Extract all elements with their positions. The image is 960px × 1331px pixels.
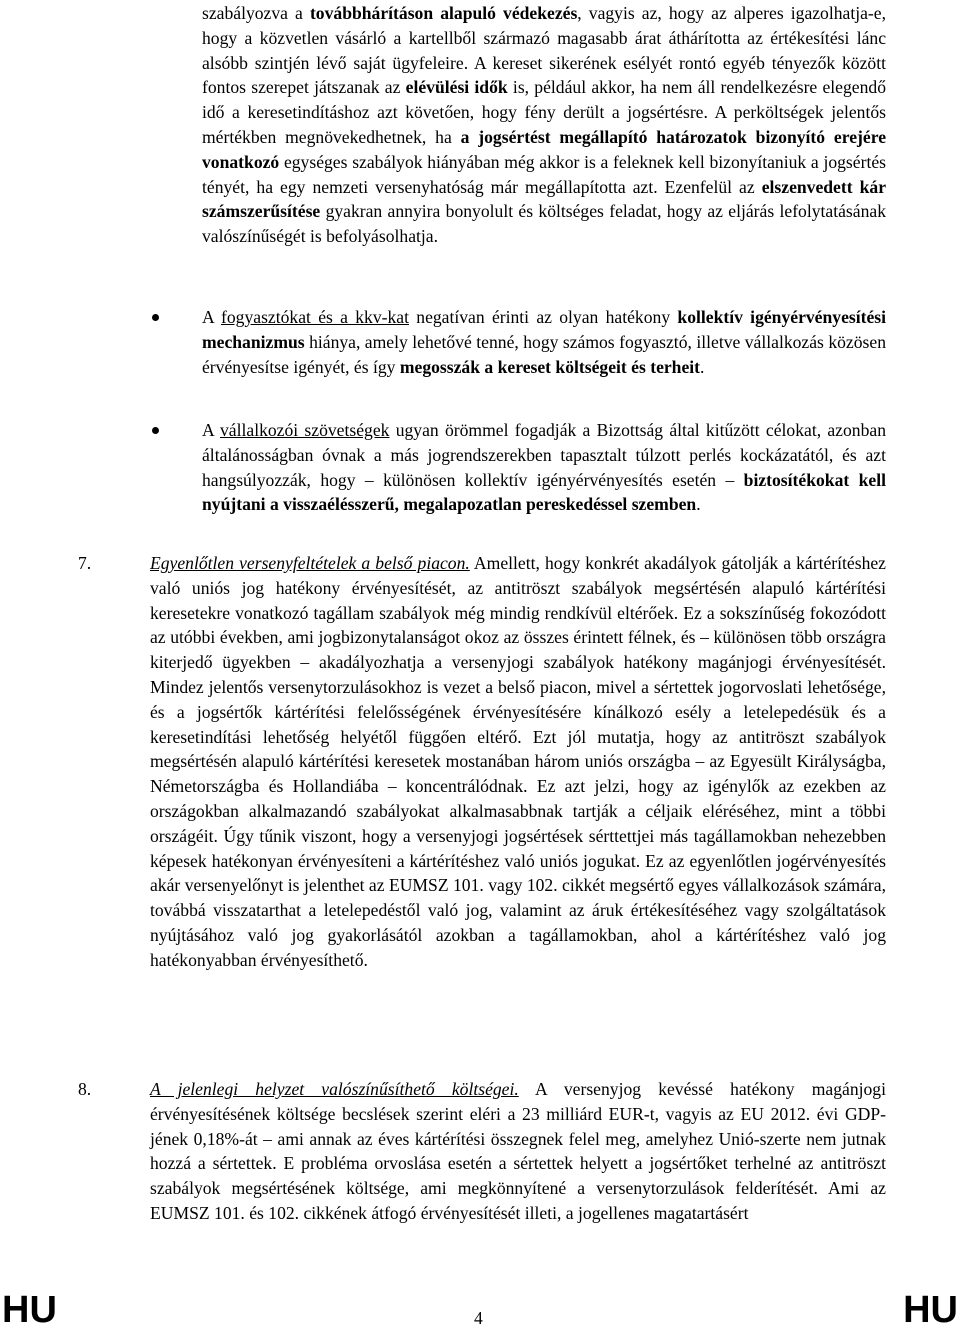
underlined-text: fogyasztókat és a kkv-kat (221, 307, 409, 327)
bold-text: a jogsértést megállapító határozatok bizonyító erejére vonatkozó (202, 126, 887, 172)
bullet-icon (152, 314, 159, 321)
text-run: A (202, 307, 222, 327)
section-heading: A jelenlegi helyzet valószínűsíthető költségei. (150, 1079, 519, 1099)
bold-text: elszenvedett kár számszerűsítése (202, 176, 886, 222)
bold-text: biztosítékokat kell nyújtani a visszaélésszerű, megalapozatlan pereskedéssel szemben (202, 469, 886, 515)
numbered-section-7 (78, 551, 886, 973)
footer-language-right: HU (903, 1289, 958, 1331)
bold-text: kollektív igényérvényesítési mechanizmus (202, 307, 887, 352)
section-number: 7. (78, 553, 92, 573)
bold-text: megosszák a kereset költségeit és terheit (399, 356, 701, 377)
text-run: egységes szabályok hiányában még akkor is a feleknek kell bizonyítaniuk a jogsértés tényét, ha egy nemzeti versenyhatóság már megállapította azt. Ezenfelül az (202, 151, 886, 197)
top-paragraph (202, 1, 886, 249)
bullet-text (202, 418, 886, 517)
text-run: ugyan örömmel fogadják a Bizottság által kitűzött célokat, azonban általánosságban óvnak a más jogrendszerekben tapasztalt túlzott perlés kockázatától, és azt hangsúlyozzák, hogy – különösen kollektív igényérvényesítés esetén – (202, 420, 886, 490)
bullet-text (202, 305, 886, 379)
bold-text: elévülési idők (405, 77, 508, 98)
text-run: is, például akkor, ha nem áll rendelkezésre elegendő idő a keresetindításhoz azt követően, hogy fény derült a jogsértésre. A perköltségek jelentős mértékben megnövekedhetnek, ha (202, 77, 886, 147)
section-heading: Egyenlőtlen versenyfeltételek a belső piacon. (150, 553, 470, 573)
text-run: szabályozva a (202, 3, 310, 23)
text-run: Amellett, hogy konkrét akadályok gátolják a kártérítéshez való uniós jog hatékony érvényesítését, az antitröszt szabályok megsértésén alapuló kártérítési keresetekre vonatkozó tagállam szabályok még mindig rendkívül eltérőek. Ez a sokszínűség fokozódott az utóbbi években, ami jogbizonytalanságot okoz az összes érintett félnek, és – különösen több országra kiterjedő ügyekben – akadályozhatja a versenyjogi szabályok hatékony magánjogi érvényesítését. Mindez jelentős versenytorzulásokhoz is vezet a belső piacon, mivel a sértettek jogorvoslati lehetősége, és a jogsértők kártérítési felelősségének érvényesítésére kínálkozó esély a letelepedésük és a keresetindítási lehetőség helyétől függően eltérő. Ezt jól mutatja, hogy az antitröszt szabályok megsértésén alapuló kártérítési keresetek mostanában három uniós országba – az Egyesült Királyságba, Németországba és Hollandiába – koncentrálódnak. Ez azt jelzi, hogy az igénylők az ezekben az országokban alkalmazandó szabályokat alkalmasabbnak tartják a céljaik eléréséhez, mint a többi országéit. Úgy tűnik viszont, hogy a versenyjogi jogsértések sérttettjei más tagállamokban nehezebben képesek hatékonyan érvényesíteni a kártérítéshez való uniós jogukat. Ez az egyenlőtlen jogérvényesítés akár versenyelőnyt is jelenthet az EUMSZ 101. vagy 102. cikkét megsértő egyes vállalkozások számára, továbbá visszatarthat a letelepedéstől való jog, valamint az áruk értékesítéséhez vagy szolgáltatások nyújtásához való jog gyakorlásától azokban a tagállamokban, ahol a kártérítéshez való jog hatékonyabban érvényesíthető. (150, 553, 886, 970)
text-run: A versenyjog kevéssé hatékony magánjogi érvényesítésének költsége becslések szerint eléri a 23 milliárd EUR-t, vagyis az EU 2012. évi GDP-jének 0,18%-át – ami annak az éves kártérítési összegnek felel meg, amelyhez Unió-szerte nem jutnak hozzá a sértettek. E probléma orvoslása esetén a sértettek helyett a jogsértőket terhelné az antitröszt szabályok megsértésének költsége, ami megkönnyítené a versenytorzulások felderítését. Ami az EUMSZ 101. és 102. cikkének átfogó érvényesítését illeti, a jogellenes magatartásért (150, 1079, 886, 1223)
bullet-icon (152, 427, 159, 434)
text-run: . (696, 494, 701, 515)
underlined-text: vállalkozói szövetségek (220, 420, 390, 440)
bullet-item-business-associations (202, 418, 886, 517)
footer-language-left: HU (2, 1289, 57, 1331)
section-text (150, 1077, 886, 1226)
text-run: hiánya, amely lehetővé tenné, hogy számos fogyasztó, illetve vállalkozás közösen érvényesítse igényét, és így (202, 331, 886, 377)
bold-text: továbbhárításon alapuló védekezés (309, 3, 578, 23)
bullet-item-consumers (202, 305, 886, 379)
text-run: A (202, 420, 220, 440)
text-run: gyakran annyira bonyolult és költséges feladat, hogy az eljárás lefolytatásának valószínűségét is befolyásolhatja. (202, 201, 886, 247)
text-run: negatívan érinti az olyan hatékony (408, 307, 678, 327)
page-number: 4 (474, 1308, 483, 1328)
section-number: 8. (78, 1079, 92, 1099)
text-run: . (700, 356, 705, 377)
section-text (150, 551, 886, 973)
text-run: , vagyis az, hogy az alperes igazolhatja-e, hogy a közvetlen vásárló a kartellből származó magasabb árat áthárította az értékesítési lánc alsóbb szintjén lévő saját ügyfeleire. A kereset sikerének esélyét rontó egyéb tényezők között fontos szerepet játszanak az (202, 3, 887, 98)
numbered-section-8 (78, 1077, 886, 1226)
